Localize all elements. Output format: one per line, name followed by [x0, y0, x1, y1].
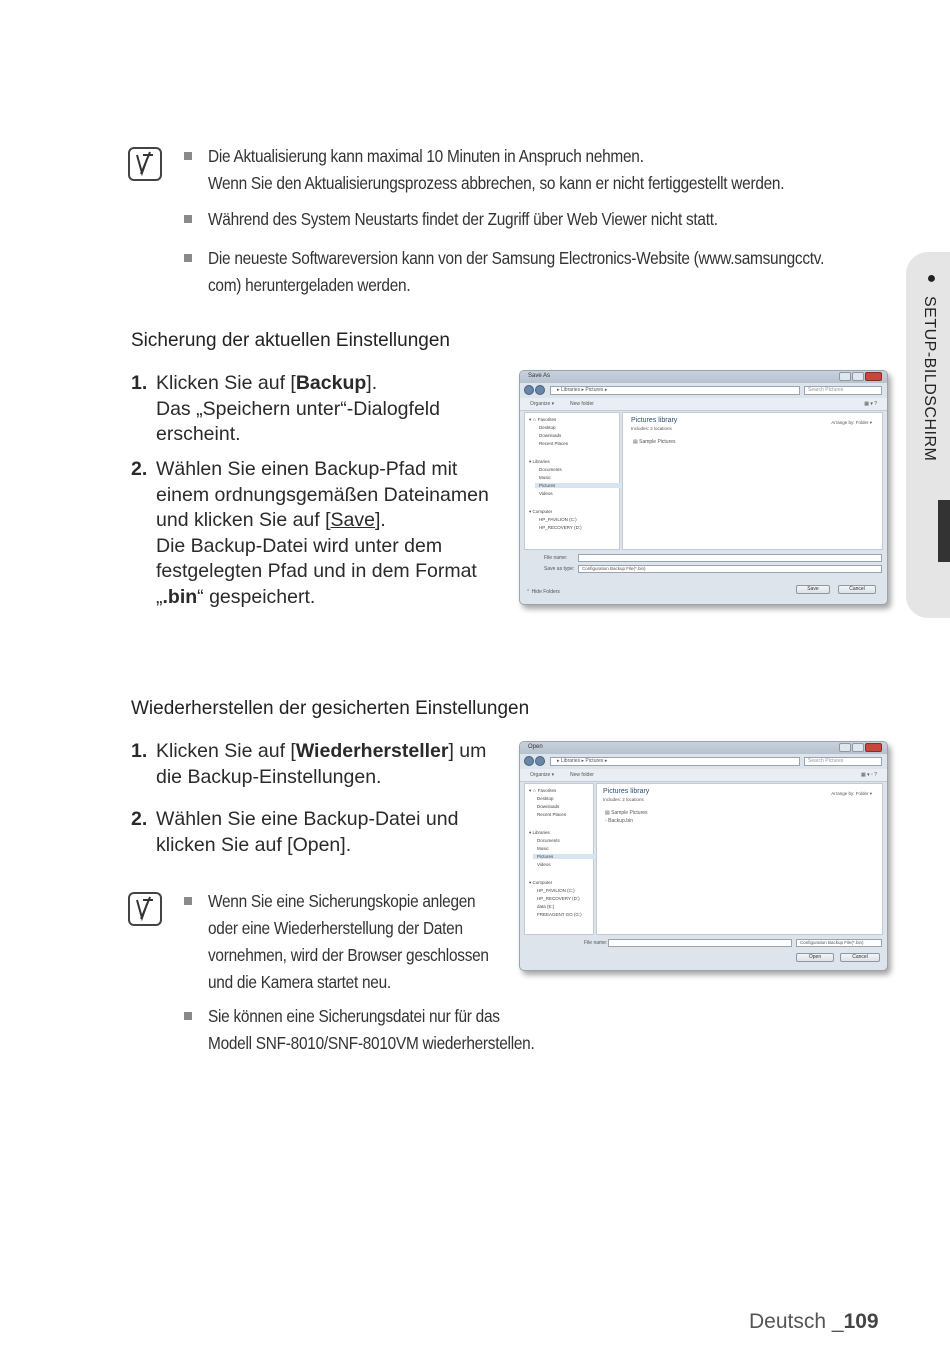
note-icon — [128, 147, 162, 181]
note-bullet-4: Wenn Sie eine Sicherungskopie anlegen oder eine Wiederherstellung der Daten vornehmen, wird der Browser geschlossen und die Kamera startet neu. — [184, 888, 544, 996]
backup-step-1: 1. Klicken Sie auf [Backup]. Das „Speichern unter“-Dialogfeld erscheint. — [131, 372, 440, 445]
backup-step-2: 2. Wählen Sie einen Backup-Pfad mit einem ordnungsgemäßen Dateinamen und klicken Sie auf [Save]. Die Backup-Datei wird unter dem festgelegten Pfad und in dem Format „.bin“ gespeichert. — [131, 458, 489, 608]
backup-heading: Sicherung der aktuellen Einstellungen — [131, 330, 450, 351]
page-footer: Deutsch _109 — [749, 1310, 879, 1333]
note-bullet-1: Die Aktualisierung kann maximal 10 Minuten in Anspruch nehmen. Wenn Sie den Aktualisierungsprozess abbrechen, so kann er nicht fertiggestellt werden. — [184, 143, 884, 197]
chapter-tab-label: ● SETUP-BILDSCHIRM — [921, 270, 940, 462]
note-icon — [128, 892, 162, 926]
restore-step-2: 2. Wählen Sie eine Backup-Datei und klicken Sie auf [Open]. — [131, 808, 459, 856]
open-dialog-screenshot: Open ▸ Libraries ▸ Pictures ▸ Search Pictures Organize ▾ New folder ▦ ▾ ▫ ? ▾ ☆ Favorites Desktop Downloads Recent Places ▾ Libraries Documents Music Pictures Videos ▾ Computer HP_PAVILION (C:) HP_RECOVERY (D:) data (E:) FREEAGENT GO (G:) Pictures library Includes: 2 locations Arrange by: Folder ▾ ▤ Sample Pictures ▫ Backup.bin File name: Configuration Backup File(*.bin) Open Cancel — [519, 741, 888, 971]
note-bullet-2: Während des System Neustarts findet der Zugriff über Web Viewer nicht statt. — [184, 206, 884, 233]
restore-heading: Wiederherstellen der gesicherten Einstellungen — [131, 698, 530, 719]
save-as-dialog-screenshot: Save As ▸ Libraries ▸ Pictures ▸ Search Pictures Organize ▾ New folder ▦ ▾ ? ▾ ☆ Favorites Desktop Downloads Recent Places ▾ Libraries Documents Music Pictures Videos ▾ Computer HP_PAVILION (C:) HP_RECOVERY (D:) Pictures library Includes: 2 locations Arrange by: Folder ▾ ▤ Sample Pictures File name: Save as type: Configuration Backup File(*.bin) ⌃ Hide Folders Save Cancel — [519, 370, 888, 605]
note-bullet-5: Sie können eine Sicherungsdatei nur für das Modell SNF-8010/SNF-8010VM wiederherstellen. — [184, 1003, 604, 1057]
note-bullet-3: Die neueste Softwareversion kann von der Samsung Electronics-Website (www.samsungcctv. com) heruntergeladen werden. — [184, 245, 884, 299]
restore-step-1: 1. Klicken Sie auf [Wiederhersteller] um die Backup-Einstellungen. — [131, 740, 487, 788]
